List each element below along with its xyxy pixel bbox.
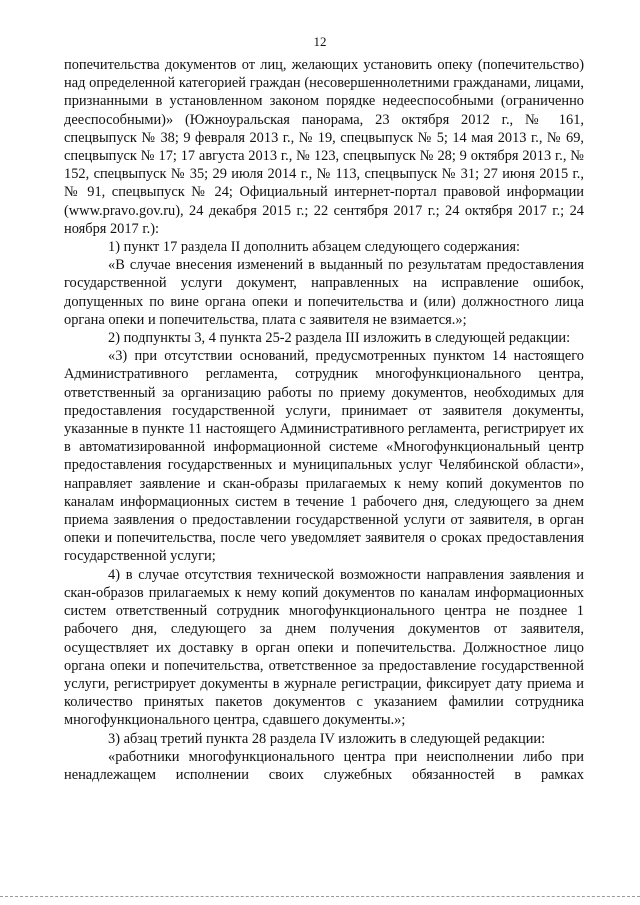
paragraph-subitem-3: «3) при отсутствии оснований, предусмотренных пунктом 14 настоящего Административного регламента, сотрудник многофункционального центра, ответственный за организацию работы по приему документов, необходимых для предоставления государственной услуги, принимает от заявителя документы, указанные в пункте 11 настоящего Административного регламента, регистрирует их в автоматизированной информационной системе «Многофункциональный центр предоставления государственных и муниципальных услуг Челябинской области», направляет заявление и скан-образы прилагаемых к нему копий документов по каналам информационных систем в течение 1 рабочего дня, следующего за днем приема заявления о предоставлении государственной услуги от заявителя, в орган опеки и попечительства, после чего уведомляет заявителя о сроках предоставления государственной услуги;: [64, 348, 584, 565]
paragraph-subitem-4: 4) в случае отсутствия технической возможности направления заявления и скан-образов прилагаемых к нему копий документов по каналам информационных систем ответственный сотрудник многофункционального центра не позднее 1 рабочего дня, следующего за днем получения документов от заявителя, осуществляет их доставку в орган опеки и попечительства. Должностное лицо органа опеки и попечительства, ответственное за предоставление государственной услуги, регистрирует документы в журнале регистрации, фиксирует дату приема и количество принятых пакетов документов с указанием фамилии сотрудника многофункционального центра, сдавшего документы.»;: [64, 566, 584, 729]
page-number: 12: [313, 34, 327, 49]
paragraph-item-2: 2) подпункты 3, 4 пункта 25-2 раздела III изложить в следующей редакции:: [108, 330, 571, 347]
paragraph-item-3: 3) абзац третий пункта 28 раздела IV изложить в следующей редакции:: [108, 730, 546, 747]
page-bottom-divider: [0, 896, 640, 897]
paragraph-quote-1: «В случае внесения изменений в выданный по результатам предоставления государственной услуги документ, направленных на исправление ошибок, допущенных по вине органа опеки и попечительства и (или) должностного лица органа опеки и попечительства, плата с заявителя не взимается.»;: [64, 257, 584, 328]
document-body: [64, 56, 584, 784]
paragraph-quote-2: «работники многофункционального центра при неисполнении либо при ненадлежащем исполнении своих служебных обязанностей в рамках: [64, 748, 584, 783]
paragraph-item-1: 1) пункт 17 раздела II дополнить абзацем следующего содержания:: [108, 239, 521, 256]
paragraph-intro: попечительства документов от лиц, желающих установить опеку (попечительство) над определенной категорией граждан (несовершеннолетними гражданами, лицами, признанными в установленном законом порядке недееспособными (ограниченно дееспособными)» (Южноуральская панорама, 23 октября 2012 г., № 161, спецвыпуск № 38; 9 февраля 2013 г., № 19, спецвыпуск № 5; 14 мая 2013 г., № 69, спецвыпуск № 17; 17 августа 2013 г., № 123, спецвыпуск № 28; 9 октября 2013 г., № 152, спецвыпуск № 35; 29 июля 2014 г., № 113, спецвыпуск № 31; 27 июня 2015 г., № 91, спецвыпуск № 24; Официальный интернет-портал правовой информации (www.pravo.gov.ru), 24 декабря 2015 г.; 22 сентября 2017 г.; 24 октября 2017 г.; 24 ноября 2017 г.):: [64, 57, 584, 237]
